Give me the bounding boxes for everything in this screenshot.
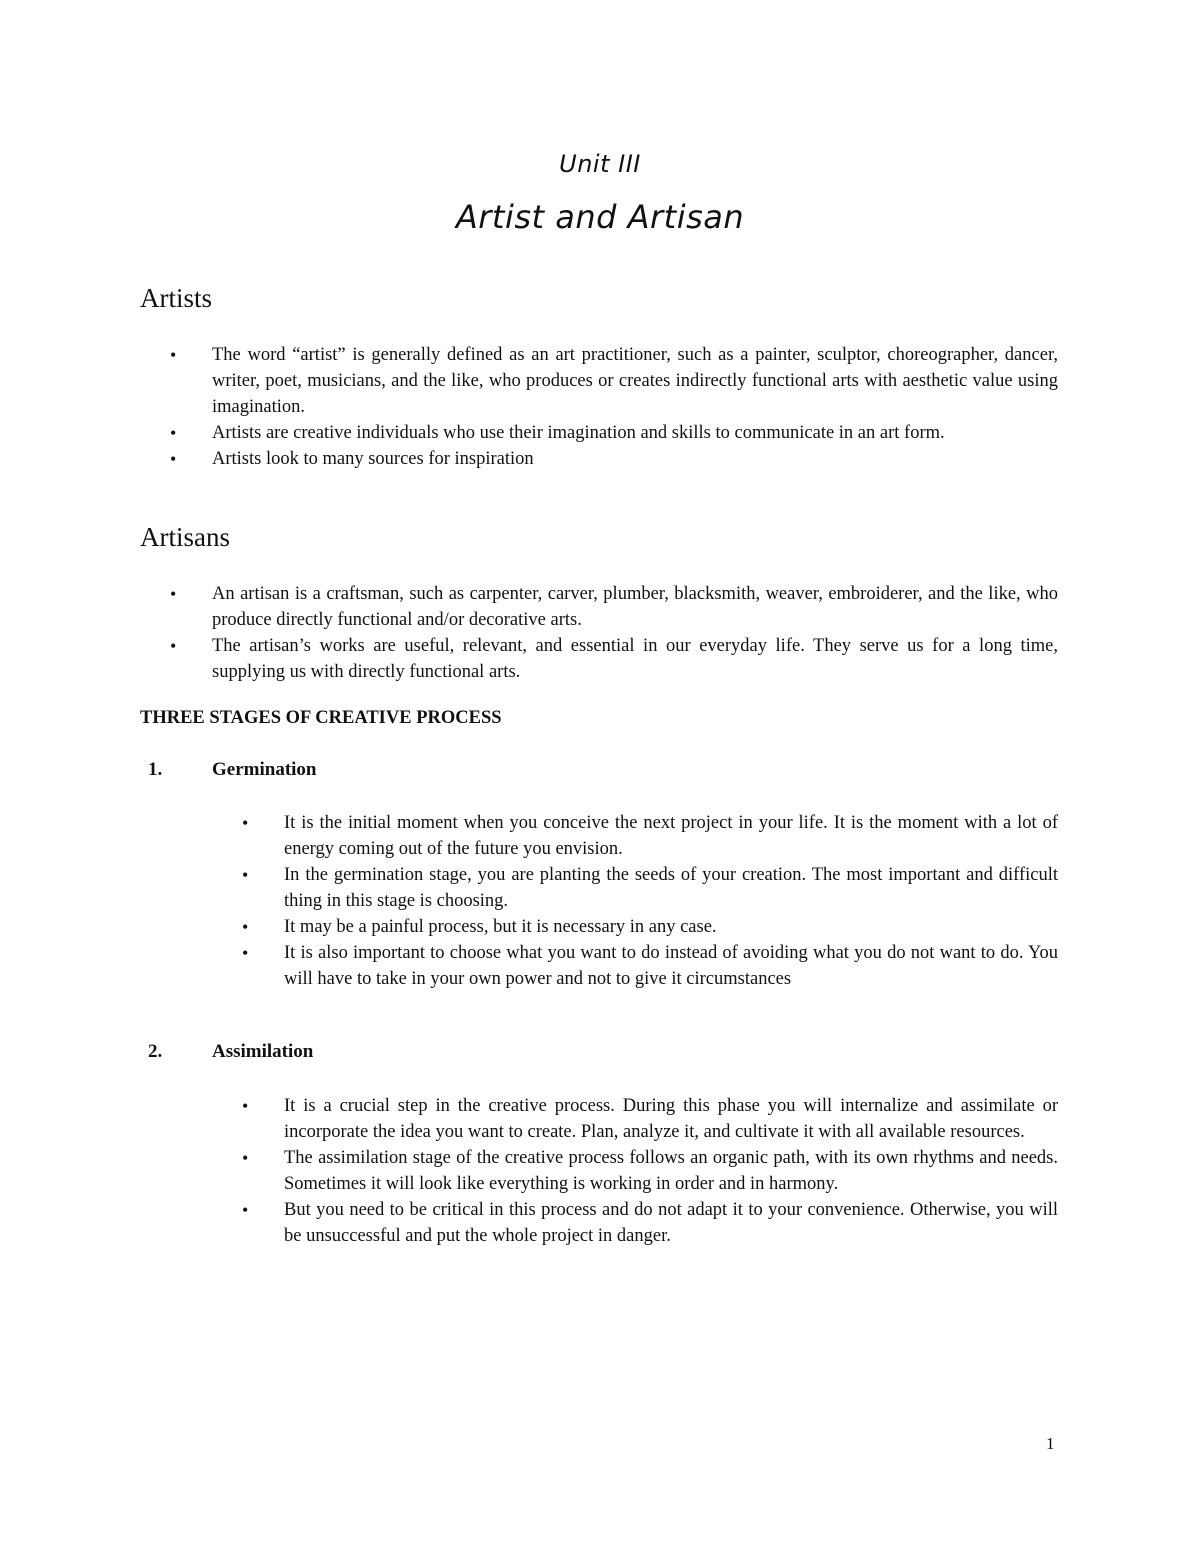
unit-label: Unit III (559, 150, 641, 178)
stage-title-germination: Germination (212, 759, 317, 780)
list-item-text: Artists are creative individuals who use their imagination and skills to communicate in an art form. (212, 423, 945, 443)
list-item (212, 1093, 1058, 1145)
artisans-list (140, 581, 1058, 685)
artisans-heading: Artisans (140, 522, 230, 552)
bullet-icon: • (242, 943, 249, 963)
list-item (212, 810, 1058, 862)
list-item-text: An artisan is a craftsman, such as carpenter, carver, plumber, blacksmith, weaver, embroiderer, and the like, who produce directly functional and/or decorative arts. (212, 584, 1058, 630)
list-item (140, 446, 1058, 472)
list-item (140, 581, 1058, 633)
list-item-text: It is the initial moment when you conceive the next project in your life. It is the moment with a lot of energy coming out of the future you envision. (284, 813, 1058, 859)
list-item-text: But you need to be critical in this process and do not adapt it to your convenience. Otherwise, you will be unsuccessful and put the whole project in danger. (284, 1200, 1058, 1246)
page-number: 1 (1046, 1434, 1055, 1453)
bullet-icon: • (242, 917, 249, 937)
list-item (140, 420, 1058, 446)
bullet-icon: • (170, 345, 177, 365)
list-item-text: The word “artist” is generally defined as an art practitioner, such as a painter, sculptor, choreographer, dancer, writer, poet, musicians, and the like, who produces or creates indirectly functional arts with aesthetic value using imagination. (212, 345, 1058, 417)
page-title: Artist and Artisan (455, 198, 745, 236)
bullet-icon: • (242, 1148, 249, 1168)
bullet-icon: • (242, 1096, 249, 1116)
list-item (140, 633, 1058, 685)
bullet-icon: • (170, 584, 177, 604)
list-item (140, 342, 1058, 420)
bullet-icon: • (170, 449, 177, 469)
list-item-text: It may be a painful process, but it is necessary in any case. (284, 917, 717, 937)
bullet-icon: • (170, 423, 177, 443)
list-item-text: It is also important to choose what you want to do instead of avoiding what you do not want to do. You will have to take in your own power and not to give it circumstances (284, 943, 1058, 989)
list-item (212, 940, 1058, 992)
bullet-icon: • (170, 636, 177, 656)
list-item (212, 1197, 1058, 1249)
list-item (212, 862, 1058, 914)
creative-process-heading: THREE STAGES OF CREATIVE PROCESS (140, 708, 502, 728)
list-item-text: Artists look to many sources for inspiration (212, 449, 534, 469)
artists-list (140, 342, 1058, 472)
list-item-text: In the germination stage, you are planting the seeds of your creation. The most important and difficult thing in this stage is choosing. (284, 865, 1058, 911)
list-item-text: It is a crucial step in the creative process. During this phase you will internalize and assimilate or incorporate the idea you want to create. Plan, analyze it, and cultivate it with all available resources. (284, 1096, 1058, 1142)
germination-list (212, 810, 1058, 992)
list-item-text: The artisan’s works are useful, relevant, and essential in our everyday life. They serve us for a long time, supplying us with directly functional arts. (212, 636, 1058, 682)
bullet-icon: • (242, 865, 249, 885)
bullet-icon: • (242, 813, 249, 833)
assimilation-list (212, 1093, 1058, 1249)
list-item (212, 914, 1058, 940)
stage-number: 2. (148, 1041, 163, 1062)
stage-title-assimilation: Assimilation (212, 1041, 314, 1062)
list-item (212, 1145, 1058, 1197)
artists-heading: Artists (140, 283, 213, 313)
bullet-icon: • (242, 1200, 249, 1220)
stage-number: 1. (148, 759, 163, 780)
list-item-text: The assimilation stage of the creative process follows an organic path, with its own rhythms and needs. Sometimes it will look like everything is working in order and in harmony. (284, 1148, 1058, 1194)
